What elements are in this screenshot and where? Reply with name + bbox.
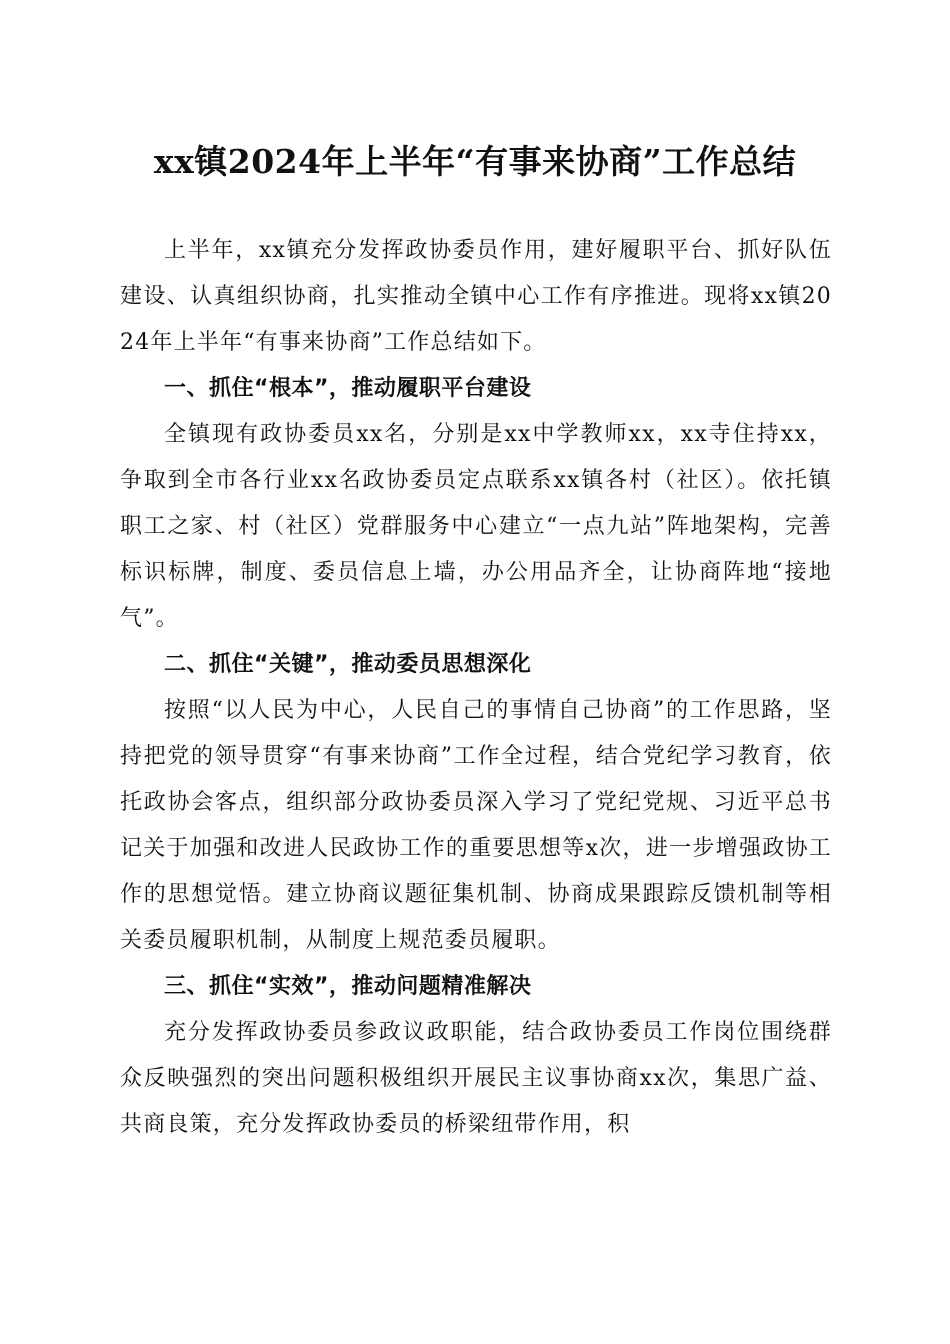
section-1-paragraph: 全镇现有政协委员xx名，分别是xx中学教师xx，xx寺住持xx，争取到全市各行业xx名政协委员定点联系xx镇各村（社区）。依托镇职工之家、村（社区）党群服务中心建立“一点九站”阵地架构，完善标识标牌，制度、委员信息上墙，办公用品齐全，让协商阵地“接地气”。 — [120, 422, 832, 631]
section-2-paragraph: 按照“以人民为中心，人民自己的事情自己协商”的工作思路，坚持把党的领导贯穿“有事来协商”工作全过程，结合党纪学习教育，依托政协会客点，组织部分政协委员深入学习了党纪党规、习近平总书记关于加强和改进人民政协工作的重要思想等x次，进一步增强政协工作的思想觉悟。建立协商议题征集机制、协商成果跟踪反馈机制等相关委员履职机制，从制度上规范委员履职。 — [120, 698, 832, 953]
section-3-paragraph: 充分发挥政协委员参政议政职能，结合政协委员工作岗位围绕群众反映强烈的突出问题积极组织开展民主议事协商xx次，集思广益、共商良策，充分发挥政协委员的桥梁纽带作用，积 — [120, 1020, 832, 1137]
section-2-heading: 二、抓住“关键”，推动委员思想深化 — [164, 652, 532, 677]
section-3-heading: 三、抓住“实效”，推动问题精准解决 — [164, 974, 532, 999]
document-body — [120, 228, 832, 1148]
document-title: xx镇2024年上半年“有事来协商”工作总结 — [153, 142, 797, 181]
intro-paragraph: 上半年，xx镇充分发挥政协委员作用，建好履职平台、抓好队伍建设、认真组织协商，扎实推动全镇中心工作有序推进。现将xx镇2024年上半年“有事来协商”工作总结如下。 — [120, 238, 832, 355]
section-1-heading: 一、抓住“根本”，推动履职平台建设 — [164, 376, 532, 401]
